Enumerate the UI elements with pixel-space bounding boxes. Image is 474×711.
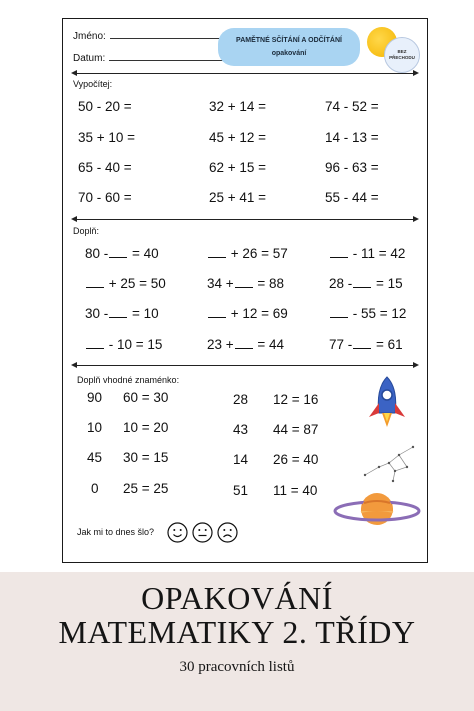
footer-title-line-1: OPAKOVÁNÍ	[141, 580, 333, 616]
sign-equation: 28 12 = 16	[233, 392, 319, 407]
constellation-icon	[359, 437, 421, 485]
equation: 14 - 13 =	[325, 130, 379, 145]
answer-blank[interactable]	[208, 317, 226, 318]
section-label-calculate: Vypočítej:	[73, 79, 113, 89]
sign-equation: 10 10 = 20	[87, 420, 169, 435]
logo-line-1: BEZ	[397, 49, 407, 55]
fill-in-equation: 28 - = 15	[329, 276, 403, 291]
answer-blank[interactable]	[208, 257, 226, 258]
sad-face-icon[interactable]	[217, 522, 238, 543]
equation: 65 - 40 =	[78, 160, 132, 175]
title-badge	[218, 28, 360, 66]
footer-title-line-2: MATEMATIKY 2. TŘÍDY	[58, 614, 416, 650]
date-field	[73, 53, 227, 64]
answer-blank[interactable]	[235, 348, 253, 349]
equation: 25 + 41 =	[209, 190, 267, 205]
answer-blank[interactable]	[330, 317, 348, 318]
worksheet	[62, 18, 428, 563]
equation: 70 - 60 =	[78, 190, 132, 205]
name-line	[110, 31, 228, 39]
answer-blank[interactable]	[353, 287, 371, 288]
date-label: Datum:	[73, 53, 106, 64]
name-label: Jméno:	[73, 31, 106, 42]
answer-blank[interactable]	[109, 257, 127, 258]
neutral-face-icon[interactable]	[192, 522, 213, 543]
footer-subtitle: 30 pracovních listů	[179, 659, 295, 675]
fill-in-equation: 34 + = 88	[207, 276, 285, 291]
separator-arrow	[73, 219, 417, 220]
date-line	[109, 53, 227, 61]
section-label-fill-in: Doplň:	[73, 226, 100, 236]
equation: 62 + 15 =	[209, 160, 267, 175]
fill-in-equation: - 10 = 15	[85, 337, 162, 352]
answer-blank[interactable]	[86, 287, 104, 288]
equation: 96 - 63 =	[325, 160, 379, 175]
equation: 32 + 14 =	[209, 99, 267, 114]
answer-blank[interactable]	[86, 348, 104, 349]
fill-in-equation: - 55 = 12	[329, 306, 406, 321]
sign-equation: 51 11 = 40	[233, 483, 318, 498]
section-label-choose-sign: Doplň vhodné znaménko:	[77, 375, 180, 385]
fill-in-equation: 80 - = 40	[85, 246, 159, 261]
logo-badge	[384, 37, 420, 73]
planet-icon	[331, 485, 423, 533]
sign-equation: 0 25 = 25	[91, 481, 169, 496]
fill-in-equation: 77 - = 61	[329, 337, 403, 352]
answer-blank[interactable]	[235, 287, 253, 288]
answer-blank[interactable]	[109, 317, 127, 318]
name-field	[73, 31, 228, 42]
title-line-1: PAMĚTNÉ SČÍTÁNÍ A ODČÍTÁNÍ	[236, 37, 342, 44]
equation: 45 + 12 =	[209, 130, 267, 145]
title-line-2: opakování	[271, 50, 307, 57]
fill-in-equation: + 12 = 69	[207, 306, 288, 321]
fill-in-equation: - 11 = 42	[329, 246, 405, 261]
equation: 74 - 52 =	[325, 99, 379, 114]
logo-line-2: PŘECHODU	[389, 55, 415, 60]
footer-banner	[0, 572, 474, 711]
feedback-label: Jak mi to dnes šlo?	[77, 527, 155, 537]
fill-in-equation: + 26 = 57	[207, 246, 288, 261]
sign-equation: 43 44 = 87	[233, 422, 319, 437]
sign-equation: 90 60 = 30	[87, 390, 169, 405]
feedback-faces	[167, 522, 238, 543]
fill-in-equation: 23 + = 44	[207, 337, 285, 352]
sign-equation: 14 26 = 40	[233, 452, 319, 467]
fill-in-equation: + 25 = 50	[85, 276, 166, 291]
answer-blank[interactable]	[330, 257, 348, 258]
equation: 35 + 10 =	[78, 130, 136, 145]
fill-in-equation: 30 - = 10	[85, 306, 159, 321]
separator-arrow	[73, 73, 417, 74]
separator-arrow	[73, 365, 417, 366]
sign-equation: 45 30 = 15	[87, 450, 169, 465]
answer-blank[interactable]	[353, 348, 371, 349]
equation: 50 - 20 =	[78, 99, 132, 114]
rocket-icon	[361, 373, 413, 435]
equation: 55 - 44 =	[325, 190, 379, 205]
happy-face-icon[interactable]	[167, 522, 188, 543]
